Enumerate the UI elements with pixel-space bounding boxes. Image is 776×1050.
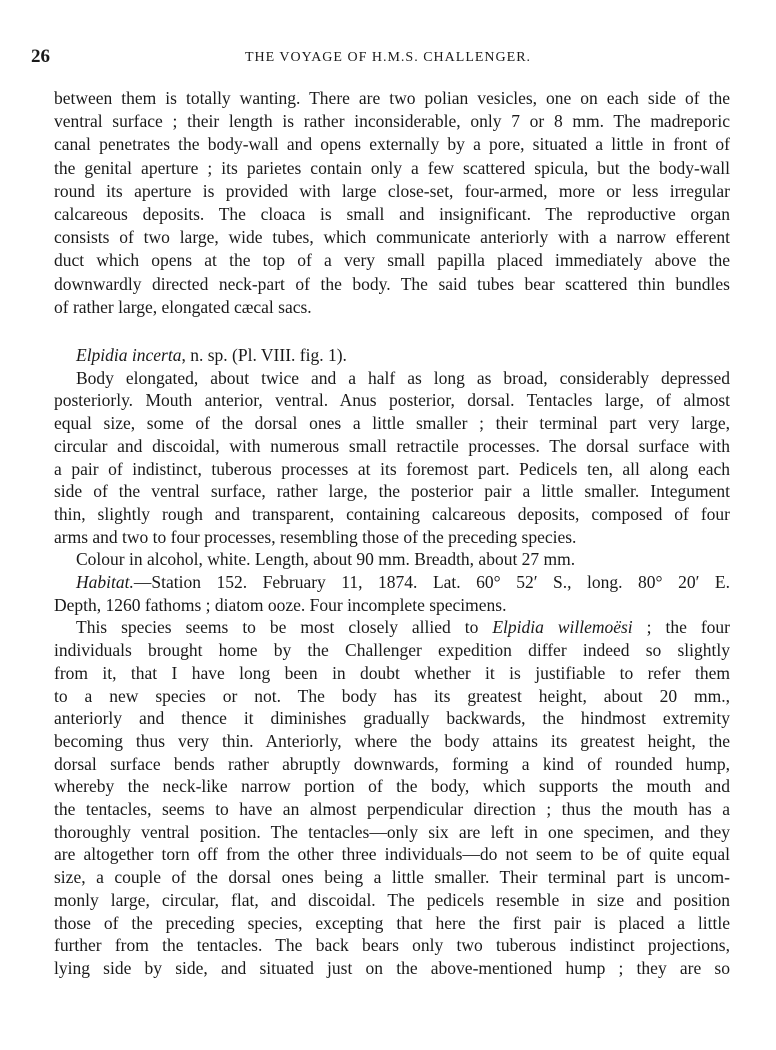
text-segment: Depth, 1260 fathoms ; diatom ooze. Four incomplete specimens. <box>54 594 507 615</box>
text-line <box>54 133 730 155</box>
text-segment: becoming thus very thin. Anteriorly, where the body attains its greatest height, the <box>54 730 730 751</box>
text-line <box>54 934 730 956</box>
text-segment: those of the preceding species, excepting that here the first pair is placed a little <box>54 912 730 933</box>
text-segment: dorsal surface bends rather abruptly downwards, forming a kind of rounded hump, <box>54 753 730 774</box>
text-line <box>54 526 730 548</box>
text-line <box>54 957 730 979</box>
text-line <box>76 548 730 570</box>
text-line <box>54 157 730 179</box>
text-segment: individuals brought home by the Challenger expedition differ indeed so slightly <box>54 640 730 661</box>
text-line <box>54 753 730 775</box>
text-line <box>54 866 730 888</box>
text-segment: ; the four <box>632 617 730 638</box>
text-line <box>76 616 730 638</box>
text-line <box>76 367 730 389</box>
text-line <box>54 296 730 318</box>
text-segment: size, a couple of the dorsal ones being a little smaller. Their terminal part is uncom- <box>54 867 730 888</box>
text-line <box>54 730 730 752</box>
text-line <box>54 821 730 843</box>
text-line <box>54 685 730 707</box>
text-line <box>54 503 730 525</box>
page-number: 26 <box>31 46 50 67</box>
text-line <box>54 480 730 502</box>
text-segment: side of the ventral surface, rather large, the posterior pair a little smaller. Integument <box>54 481 730 502</box>
text-line <box>54 889 730 911</box>
text-segment: round its aperture is provided with large close-set, four-armed, more or less irregular <box>54 180 730 201</box>
text-segment: a pair of indistinct, tuberous processes at its foremost part. Pedicels ten, all along each <box>54 458 730 479</box>
text-segment: from it, that I have long been in doubt whether it is justifiable to refer them <box>54 662 730 683</box>
text-line <box>76 571 730 593</box>
text-line <box>54 180 730 202</box>
text-line <box>54 594 730 616</box>
text-line <box>54 798 730 820</box>
text-line <box>54 843 730 865</box>
text-segment: Body elongated, about twice and a half as long as broad, considerably depressed <box>76 367 730 388</box>
text-segment: further from the tentacles. The back bears only two tuberous indistinct projections, <box>54 935 730 956</box>
text-line <box>54 87 730 109</box>
text-line <box>54 389 730 411</box>
text-segment: Colour in alcohol, white. Length, about 90 mm. Breadth, about 27 mm. <box>76 549 576 570</box>
text-segment: equal size, some of the dorsal ones a little smaller ; their terminal part very large, <box>54 413 730 434</box>
text-line <box>54 203 730 225</box>
text-line <box>54 273 730 295</box>
text-segment: are altogether torn off from the other three individuals—do not seem to be of quite equal <box>54 844 730 865</box>
italic-text: Elpidia willemoësi <box>492 617 633 638</box>
text-line <box>76 344 730 366</box>
text-segment: duct which opens at the top of a very small papilla placed immediately above the <box>54 250 730 271</box>
text-line <box>54 912 730 934</box>
text-line <box>54 226 730 248</box>
text-line <box>54 412 730 434</box>
text-segment: canal penetrates the body-wall and opens externally by a pore, situated a little in front of <box>54 134 730 155</box>
text-segment: calcareous deposits. The cloaca is small and insignificant. The reproductive organ <box>54 204 730 224</box>
text-line <box>54 249 730 271</box>
text-segment: the genital aperture ; its parietes contain only a few scattered spicula, but the body-wall <box>54 157 730 178</box>
italic-text: Habitat. <box>76 572 134 592</box>
text-segment: anteriorly and thence it diminishes gradually backwards, the hindmost extremity <box>54 708 730 729</box>
italic-text: Elpidia incerta <box>76 345 182 365</box>
text-segment: of rather large, elongated cæcal sacs. <box>54 296 312 317</box>
text-segment: lying side by side, and situated just on the above-mentioned hump ; they are so <box>54 957 730 978</box>
text-segment: —Station 152. February 11, 1874. Lat. 60° 52′ S., long. 80° 20′ E. <box>133 572 730 592</box>
text-segment: whereby the neck-like narrow portion of the body, which supports the mouth and <box>54 776 730 797</box>
text-line <box>54 110 730 132</box>
text-segment: the tentacles, seems to have an almost perpendicular direction ; thus the mouth has a <box>54 799 730 819</box>
text-segment: between them is totally wanting. There are two polian vesicles, one on each side of the <box>54 88 730 108</box>
text-segment: to a new species or not. The body has its greatest height, about 20 mm., <box>54 685 730 706</box>
text-segment: arms and two to four processes, resembling those of the preceding species. <box>54 526 577 547</box>
text-segment: circular and discoidal, with numerous small retractile processes. The dorsal surface with <box>54 435 730 456</box>
text-segment: ventral surface ; their length is rather inconsiderable, only 7 or 8 mm. The madreporic <box>54 111 730 132</box>
text-segment: downwardly directed neck-part of the body. The said tubes bear scattered thin bundles <box>54 273 730 294</box>
text-line <box>54 775 730 797</box>
text-segment: consists of two large, wide tubes, which communicate anteriorly with a narrow efferent <box>54 227 730 248</box>
text-line <box>54 707 730 729</box>
running-title: THE VOYAGE OF H.M.S. CHALLENGER. <box>244 50 532 65</box>
text-segment: This species seems to be most closely allied to <box>76 617 493 638</box>
text-line <box>54 435 730 457</box>
text-segment: thoroughly ventral position. The tentacles—only six are left in one specimen, and they <box>54 821 730 842</box>
text-segment: posteriorly. Mouth anterior, ventral. Anus posterior, dorsal. Tentacles large, of almost <box>54 390 730 411</box>
text-segment: , n. sp. (Pl. VIII. fig. 1). <box>181 345 347 365</box>
text-line <box>54 458 730 480</box>
text-segment: monly large, circular, flat, and discoidal. The pedicels resemble in size and position <box>54 889 730 910</box>
text-line <box>54 639 730 661</box>
text-line <box>54 662 730 684</box>
text-segment: thin, slightly rough and transparent, containing calcareous deposits, composed of four <box>54 503 730 524</box>
